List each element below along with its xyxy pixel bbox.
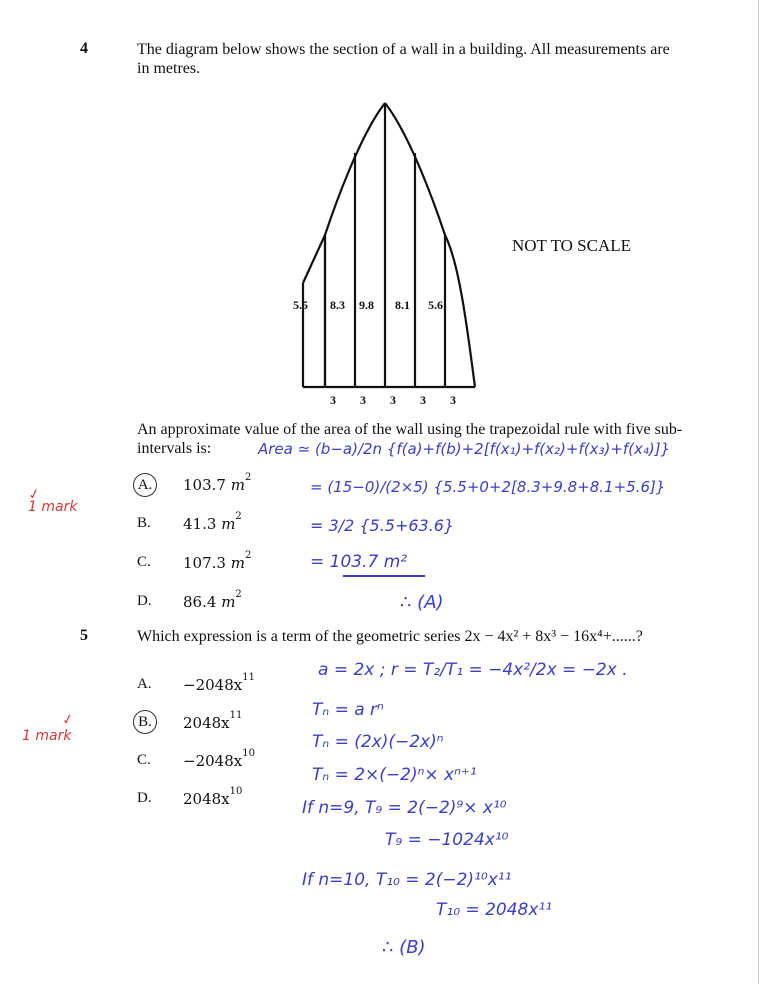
- q5-option-a-letter[interactable]: A.: [137, 676, 152, 692]
- wall-left-edge: [303, 235, 325, 283]
- q4-option-a-value: 103.7 $m^2$: [183, 472, 252, 494]
- width-label: 3: [450, 393, 456, 407]
- q4-option-d-letter[interactable]: D.: [137, 593, 152, 609]
- q5-mark-tick: ✓ 1 mark: [22, 710, 76, 744]
- width-label: 3: [330, 393, 336, 407]
- q5-option-d-value: $2048x^{10}$: [183, 786, 243, 808]
- q5-option-a-value: $-2048x^{11}$: [183, 672, 255, 694]
- q5-working-line: If n=9, T₉ = 2(−2)⁹× x¹⁰: [302, 798, 507, 818]
- q4-option-a-circle[interactable]: A.: [133, 473, 157, 497]
- q5-option-b-value: $2048x^{11}$: [183, 710, 243, 732]
- q5-working-line: ∴ (B): [382, 937, 426, 958]
- q4-mark-tick: ✓ 1 mark: [26, 485, 78, 515]
- q4-working-line: = 103.7 m²: [310, 552, 408, 572]
- q4-option-a-letter[interactable]: [133, 473, 157, 497]
- q4-option-c-letter[interactable]: C.: [137, 554, 151, 570]
- wall-diagram: [270, 95, 500, 415]
- height-label: 5.6: [428, 298, 443, 312]
- question-4-text-line1: The diagram below shows the section of a wall in a building. All measurements are: [137, 41, 670, 58]
- height-labels: [279, 298, 509, 318]
- height-label: 9.8: [359, 298, 374, 312]
- height-label: 8.1: [395, 298, 410, 312]
- wall-right-curve: [385, 103, 475, 387]
- height-label: 5.5: [293, 298, 308, 312]
- question-4-prompt-line1: An approximate value of the area of the wall using the trapezoidal rule with five sub-: [137, 421, 683, 438]
- question-4-number: 4: [80, 40, 88, 57]
- width-label: 3: [420, 393, 426, 407]
- q5-option-d-letter[interactable]: D.: [137, 790, 152, 806]
- q4-working-line: ∴ (A): [400, 592, 444, 613]
- q5-working-line: T₉ = −1024x¹⁰: [385, 830, 509, 850]
- q5-option-c-value: $-2048x^{10}$: [183, 748, 255, 770]
- q5-option-b-letter[interactable]: [133, 710, 157, 734]
- q4-working-line: = (15−0)/(2×5) {5.5+0+2[8.3+9.8+8.1+5.6]}: [310, 478, 666, 496]
- q4-mark-note: 1 mark: [28, 499, 78, 515]
- question-4-text: [137, 40, 697, 78]
- q5-working-line: Tₙ = (2x)(−2x)ⁿ: [312, 732, 444, 752]
- q5-working-line: Tₙ = a rⁿ: [312, 700, 384, 720]
- width-label: 3: [360, 393, 366, 407]
- q5-working-line: T₁₀ = 2048x¹¹: [436, 900, 553, 920]
- width-label: 3: [390, 393, 396, 407]
- q4-working-line: Area ≃ (b−a)/2n {f(a)+f(b)+2[f(x₁)+f(x₂)+f(x₃)+f(x₄)]}: [258, 440, 671, 458]
- q4-working-line: = 3/2 {5.5+63.6}: [310, 516, 455, 535]
- page-edge: [758, 0, 759, 984]
- q5-working-line: a = 2x ; r = T₂/T₁ = −4x²/2x = −2x .: [318, 660, 628, 680]
- q4-option-d-value: 86.4 $m^2$: [183, 589, 242, 611]
- width-labels: [290, 393, 490, 413]
- height-label: 8.3: [330, 298, 345, 312]
- question-4-text-line2: in metres.: [137, 60, 201, 77]
- q5-option-c-letter[interactable]: C.: [137, 752, 151, 768]
- question-4-prompt-line2: intervals is:: [137, 440, 212, 457]
- q5-working-line: If n=10, T₁₀ = 2(−2)¹⁰x¹¹: [302, 870, 512, 890]
- question-5-text: Which expression is a term of the geometric series 2x − 4x² + 8x³ − 16x⁴+......?: [137, 628, 643, 645]
- q4-answer-underline: [343, 575, 425, 577]
- q5-option-b-circle[interactable]: B.: [133, 710, 157, 734]
- q4-option-c-value: 107.3 $m^2$: [183, 550, 252, 572]
- q4-option-b-letter[interactable]: B.: [137, 515, 151, 531]
- q4-option-b-value: 41.3 $m^2$: [183, 511, 242, 533]
- question-5-number: 5: [80, 627, 88, 644]
- q5-working-line: Tₙ = 2×(−2)ⁿ× xⁿ⁺¹: [312, 765, 477, 785]
- not-to-scale-note: NOT TO SCALE: [512, 236, 632, 255]
- q5-mark-note: 1 mark: [22, 728, 72, 744]
